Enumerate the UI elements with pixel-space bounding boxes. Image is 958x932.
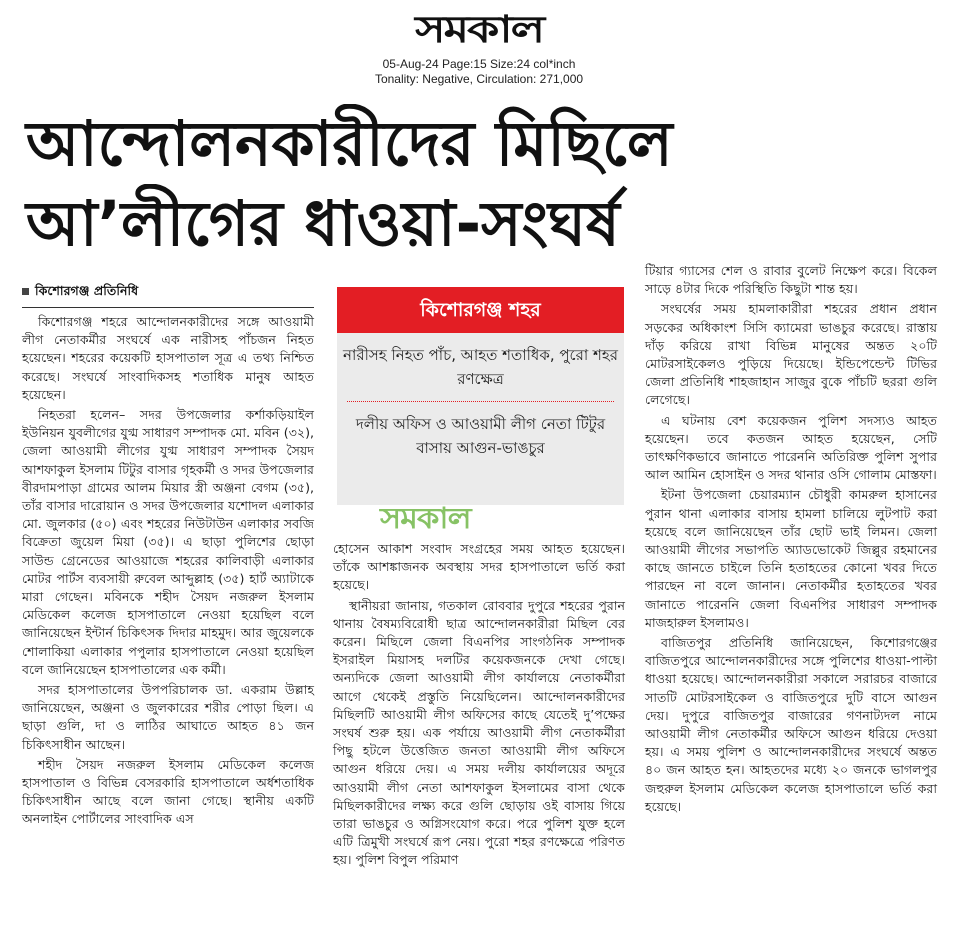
- article-paragraph: সদর হাসপাতালের উপপরিচালক ডা. একরাম উল্লাহ জানিয়েছেন, অঞ্জনা ও জুলকারের শরীর পোড়া ছিল। এ ছাড়া গুলি, দা ও লাঠির আঘাতে আহত ৪১ জন চিকিৎসাধীন আছেন।: [22, 682, 314, 752]
- newspaper-logo: সমকাল: [415, 7, 543, 51]
- article-column-3: [645, 262, 937, 818]
- clipping-meta-line-2: Tonality: Negative, Circulation: 271,000: [374, 72, 584, 86]
- headline-line-2: আ’লীগের ধাওয়া-সংঘর্ষ: [26, 187, 620, 260]
- highlight-box: [337, 287, 624, 505]
- article-paragraph: নিহতরা হলেন– সদর উপজেলার কর্শাকড়িয়াইল ইউনিয়ন যুবলীগের যুগ্ম সাধারণ সম্পাদক মো. মবিন (৩২), জেলা আওয়ামী লীগের যুগ্ম সাধারণ সম্পাদক সৈয়দ আশফাকুল ইসলাম টিটুর বাসার গৃহকর্মী ও সদর উপজেলার বীরদামপাড়া গ্রামের আলম মিয়ার স্ত্রী অঞ্জনা বেগম (৩৫), তাঁর বাসার দারোয়ান ও সদর উপজেলার যশোদল এলাকার মো. জুলকার (৫০) এবং শহরের নিউটাউন এলাকার সবজি বিক্রেতা জুয়েল মিয়া (৩৫)। এ ছাড়া পুলিশের ছোড়া সাউন্ড গ্রেনেডের আওয়াজে শহরের কালিবাড়ী এলাকার মোটর পার্টস ব্যবসায়ী রুবেল আব্দুল্লাহ (৩৫) হার্ট অ্যাটাকে মারা গেছেন। মবিনকে শহীদ সৈয়দ নজরুল ইসলাম মেডিকেল কলেজ হাসপাতালে নেওয়া হয়েছিল বলে জানিয়েছেন ইন্টার্ন চিকিৎসক দিদার মাহমুদ। আর জুয়েলকে শোলাকিয়া এলাকার পপুলার হাসপাতালে নেওয়া হয়েছিল বলে জানিয়েছেন হাসপাতালের এক কর্মী।: [22, 407, 314, 677]
- article-paragraph: টিয়ার গ্যাসের শেল ও রাবার বুলেট নিক্ষেপ করে। বিকেল সাড়ে ৪টার দিকে পরিস্থিতি কিছুটা শান্ত হয়।: [645, 263, 937, 297]
- article-paragraph: এ ঘটনায় বেশ কয়েকজন পুলিশ সদস্যও আহত হয়েছেন। তবে কতজন আহত হয়েছেন, সেটি তাৎক্ষণিকভাবে জানাতে পারেননি অতিরিক্ত পুলিশ সুপার আল আমিন হোসাইন ও সদর থানার ওসি গোলাম মোস্তফা।: [645, 412, 937, 483]
- highlight-box-sub-1: নারীসহ নিহত পাঁচ, আহত শতাধিক, পুরো শহর রণক্ষেত্র: [343, 346, 618, 388]
- article-paragraph: ইটনা উপজেলা চেয়ারম্যান চৌধুরী কামরুল হাসানের পুরান থানা এলাকার বাসায় হামলা চালিয়ে লুটপাট করা হয়েছে বলে জানিয়েছেন তাঁর ছোট ভাই লিমন। জেলা আওয়ামী লীগের সভাপতি অ্যাডভোকেট জিল্লুর রহমানের কাছে জানতে চাইলে তিনি হতাহতের কোনো খবর দিতে পারছেন না বলে জানান। নেতাকর্মীর হতাহতের খবর জানাতে পারেননি জেলা বিএনপির সাধারণ সম্পাদক মাজহারুল ইসলামও।: [645, 487, 937, 630]
- article-column-2: [333, 540, 625, 872]
- article-paragraph: সংঘর্ষের সময় হামলাকারীরা শহরের প্রধান প্রধান সড়কের অধিকাংশ সিসি ক্যামেরা ভাঙচুর করেছে। রাস্তায় দাঁড় করিয়ে রাখা বিভিন্ন মানুষের অন্তত ২০টি মোটরসাইকেলও পুড়িয়ে দিয়েছে। ইন্ডিপেন্ডেন্ট টিভির জেলা প্রতিনিধি শাহজাহান সাজুর বুকে পাঁচটি ছররা গুলি লেগেছে।: [645, 301, 937, 408]
- article-column-1: [22, 313, 314, 831]
- clipping-meta-line-1: 05-Aug-24 Page:15 Size:24 col*inch: [382, 57, 576, 71]
- highlight-box-sub-2: দলীয় অফিস ও আওয়ামী লীগ নেতা টিটুর বাসায় আগুন-ভাঙচুর: [355, 415, 606, 457]
- masthead: [0, 4, 958, 54]
- article-paragraph: কিশোরগঞ্জ শহরে আন্দোলনকারীদের সঙ্গে আওয়ামী লীগ নেতাকর্মীর সংঘর্ষে এক নারীসহ পাঁচজন নিহত হয়েছেন। শহরের কয়েকটি হাসপাতাল সূত্র এ তথ্য নিশ্চিত করেছে। সংঘর্ষে সাংবাদিকসহ শতাধিক মানুষ আহত হয়েছেন।: [22, 314, 314, 402]
- byline-square-icon: [22, 288, 29, 295]
- article-paragraph: হোসেন আকাশ সংবাদ সংগ্রহের সময় আহত হয়েছেন। তাঁকে আশঙ্কাজনক অবস্থায় সদর হাসপাতালে ভর্তি করা হয়েছে।: [333, 541, 625, 593]
- article-paragraph: শহীদ সৈয়দ নজরুল ইসলাম মেডিকেল কলেজ হাসপাতাল ও বিভিন্ন বেসরকারি হাসপাতালে অর্ধশতাধিক চিকিৎসাধীন আছে বলে জানা গেছে। স্থানীয় একটি অনলাইন পোর্টালের সাংবাদিক এস: [22, 756, 314, 827]
- byline: [22, 283, 314, 308]
- watermark-logo: সমকাল: [380, 501, 471, 536]
- byline-text: কিশোরগঞ্জ প্রতিনিধি: [35, 283, 139, 298]
- highlight-box-header: কিশোরগঞ্জ শহর: [337, 287, 624, 333]
- article-paragraph: বাজিতপুর প্রতিনিধি জানিয়েছেন, কিশোরগঞ্জের বাজিতপুরে আন্দোলনকারীদের সঙ্গে পুলিশের ধাওয়া-পাল্টা ধাওয়া হয়েছে। আন্দোলনকারীরা সকালে সরারচর বাজারে সাতটি মোটরসাইকেল ও বাজিতপুরে দুটি বাসে আগুন দেয়। দুপুরে বাজিতপুর বাজারের গণনাট্যদল নামে আওয়ামী লীগ নেতাকর্মীর অফিসে আগুন ধরিয়ে দেওয়া হয়। এ সময় পুলিশ ও আন্দোলনকারীদের সংঘর্ষে অন্তত ৪০ জন আহত হন। আহতদের মধ্যে ২০ জনকে ভাগলপুর জহুরুল ইসলাম মেডিকেল কলেজ হাসপাতালে ভর্তি করা হয়েছে।: [645, 635, 937, 814]
- headline-line-1: আন্দোলনকারীদের মিছিলে: [26, 107, 673, 180]
- article-paragraph: স্থানীয়রা জানায়, গতকাল রোববার দুপুরে শহরের পুরান থানায় বৈষম্যবিরোধী ছাত্র আন্দোলনকারীরা মিছিল বের করেন। মিছিলে জেলা বিএনপির সাংগঠনিক সম্পাদক ইসরাইল মিয়াসহ দলটির কয়েকজনকে দেখা গেছে। অন্যদিকে জেলা আওয়ামী লীগ কার্যালয়ে নেতাকর্মীরা আগে থেকেই প্রস্তুতি নিয়েছিলেন। আন্দোলনকারীদের মিছিলটি আওয়ামী লীগ অফিসের কাছে যেতেই দু’পক্ষের সংঘর্ষ শুরু হয়। এক পর্যায়ে আওয়ামী লীগ নেতাকর্মীরা পিছু হটলে উত্তেজিত জনতা আওয়ামী লীগ অফিসে আগুন ধরিয়ে দেয়। এ সময় দলীয় কার্যালয়ের অদূরে আওয়ামী লীগ নেতা আশফাকুল ইসলামের বাসা থেকে মিছিলকারীদের লক্ষ্য করে গুলি ছোড়ায় ওই বাসায় গিয়ে তারা ভাঙচুর ও অগ্নিসংযোগ করে। পরে পুলিশ যুক্ত হলে এটি ত্রিমুখী সংঘর্ষে রূপ নেয়। পুরো শহর রণক্ষেত্রে পরিণত হয়। পুলিশ বিপুল পরিমাণ: [333, 597, 625, 868]
